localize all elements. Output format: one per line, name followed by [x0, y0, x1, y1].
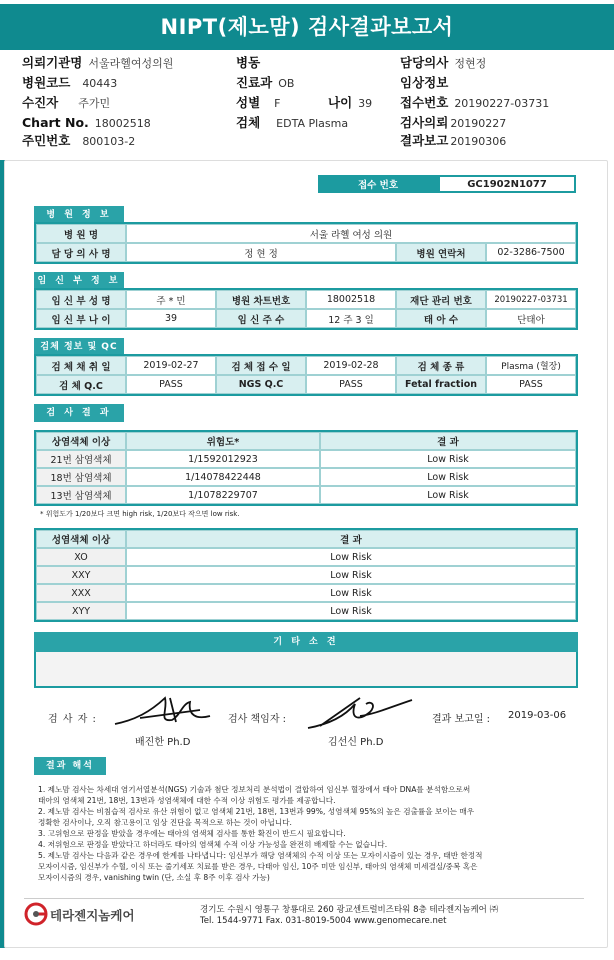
receipt-no-row: 접수번호 20190227-03731 — [400, 95, 550, 110]
company-contact: Tel. 1544-9771 Fax. 031-8019-5004 www.genomecare.net — [200, 916, 447, 926]
interpretation-line: 모자이시즘, 임신부가 수혈, 이식 또는 줄기세포 치료를 받은 경우, 다태아 임신, 10주 미만 임신부, 태아의 염색체 미세결실/중복 혹은 — [38, 862, 478, 871]
report-date-label: 결과 보고일 : — [432, 714, 491, 725]
table-row-label: XXY — [36, 566, 126, 584]
table-row-label: 21번 삼염색체 — [36, 450, 126, 468]
chief-label: 검사 책임자 : — [228, 714, 287, 725]
resident-no-row: 주민번호 800103-2 — [22, 133, 136, 148]
contact-value: 02-3286-7500 — [486, 243, 576, 262]
qc-value: PASS — [126, 375, 216, 394]
chief-name: 김선신 Ph.D — [328, 737, 384, 748]
footer-divider — [24, 898, 584, 899]
clinical-row: 임상정보 — [400, 75, 449, 90]
section-specimen: 검체 정보 및 QC — [34, 338, 124, 356]
auto-header-result: 결 과 — [320, 432, 576, 450]
contact-label: 병원 연락처 — [396, 243, 486, 262]
institution-row: 의뢰기관명 서울라헬여성의원 — [22, 55, 174, 70]
table-row-label: XXX — [36, 584, 126, 602]
doctor-label: 담 당 의 사 명 — [36, 243, 126, 262]
weeks-value: 12 주 3 일 — [306, 309, 396, 328]
company-name: 테라젠지놈케어 — [50, 908, 135, 923]
risk-footnote: * 위험도가 1/20보다 크면 high risk, 1/20보다 작으면 low risk. — [40, 510, 240, 518]
interpretation-line: 1. 제노맘 검사는 차세대 염기서열분석(NGS) 기술과 첨단 정보처리 분석법이 결합하여 임신부 혈장에서 태아 DNA를 분석함으로써 — [38, 785, 471, 794]
risk-value: 1/1592012923 — [126, 450, 320, 468]
risk-value: 1/1078229707 — [126, 486, 320, 504]
auto-header-risk: 위험도* — [126, 432, 320, 450]
section-hospital: 병 원 정 보 — [34, 206, 124, 224]
sex-header-result: 결 과 — [126, 530, 576, 548]
company-logo-icon — [24, 902, 48, 926]
hospital-name: 서울 라헬 여성 의원 — [126, 224, 576, 243]
tester-signature — [110, 690, 220, 732]
collect-value: 2019-02-27 — [126, 356, 216, 375]
mgmt-value: 20190227-03731 — [486, 290, 576, 309]
receipt-label: 접수 번호 — [318, 175, 438, 193]
result-value: Low Risk — [126, 566, 576, 584]
qc-label: 검 체 Q.C — [36, 375, 126, 394]
table-row-label: 13번 삼염색체 — [36, 486, 126, 504]
recv-value: 2019-02-28 — [306, 356, 396, 375]
recv-label: 검 체 접 수 일 — [216, 356, 306, 375]
pregnant-age-label: 임 신 부 나 이 — [36, 309, 126, 328]
result-value: Low Risk — [320, 450, 576, 468]
chief-signature — [300, 690, 420, 734]
type-label: 검 체 종 류 — [396, 356, 486, 375]
hospital-name-label: 병 원 명 — [36, 224, 126, 243]
ngs-label: NGS Q.C — [216, 375, 306, 394]
pregnant-age: 39 — [126, 309, 216, 328]
fetus-label: 태 아 수 — [396, 309, 486, 328]
interpretation-line: 3. 고위험으로 판정을 받았을 경우에는 태아의 염색체 검사를 통한 확진이 반드시 필요합니다. — [38, 829, 346, 838]
age-row: 나이 39 — [328, 95, 373, 110]
collect-label: 검 체 채 취 일 — [36, 356, 126, 375]
sex-row: 성별 F — [236, 95, 281, 110]
interpretation-line: 정확한 검사이나, 오직 참고용이고 임상 진단을 목적으로 하는 것이 아닙니다. — [38, 818, 292, 827]
interpretation-line: 모자이시즘의 경우, vanishing twin (단, 소실 후 8주 이후 검사 가능) — [38, 873, 270, 882]
report-date: 2019-03-06 — [508, 710, 567, 721]
table-row-label: XYY — [36, 602, 126, 620]
recipient-row: 수진자 주가민 — [22, 95, 111, 110]
ngs-value: PASS — [306, 375, 396, 394]
other-findings-title: 기 타 소 견 — [34, 632, 578, 652]
weeks-label: 임 신 주 수 — [216, 309, 306, 328]
ward-row: 병동 — [236, 55, 261, 70]
table-row-label: XO — [36, 548, 126, 566]
specimen-row: 검체 EDTA Plasma — [236, 115, 349, 130]
report-title: NIPT(제노맘) 검사결과보고서 — [0, 4, 614, 50]
section-interpretation: 결과 해석 — [34, 757, 106, 775]
interpretation-line: 5. 제노맘 검사는 다음과 같은 경우에 한계를 나타냅니다: 임신부가 해당 염색체의 수적 이상 또는 모자이시즘이 있는 경우, 태반 한정적 — [38, 851, 483, 860]
sex-header-name: 성염색체 이상 — [36, 530, 126, 548]
tester-name: 배진한 Ph.D — [135, 737, 191, 748]
report-row: 결과보고 20190306 — [400, 133, 507, 148]
pregnant-name-label: 임 신 부 성 명 — [36, 290, 126, 309]
result-value: Low Risk — [126, 584, 576, 602]
section-pregnant: 임 신 부 정 보 — [34, 272, 124, 290]
interpretation-line: 2. 제노맘 검사는 비침습적 검사로 유산 위험이 없고 염색체 21번, 18번, 13번과 99%, 성염색체 95%의 높은 검출률을 보이는 매우 — [38, 807, 475, 816]
auto-header-name: 상염색체 이상 — [36, 432, 126, 450]
ff-value: PASS — [486, 375, 576, 394]
chart-value: 18002518 — [306, 290, 396, 309]
interpretation-line: 4. 저위험으로 판정을 받았다고 하더라도 태아의 염색체 수적 이상 가능성을 완전히 배제할 수는 없습니다. — [38, 840, 388, 849]
receipt-value: GC1902N1077 — [438, 175, 576, 193]
result-value: Low Risk — [126, 602, 576, 620]
mgmt-label: 재단 관리 번호 — [396, 290, 486, 309]
pregnant-name: 주 * 민 — [126, 290, 216, 309]
result-value: Low Risk — [320, 468, 576, 486]
fetus-value: 단태아 — [486, 309, 576, 328]
section-results: 검 사 결 과 — [34, 404, 124, 422]
company-address: 경기도 수원시 영통구 창룡대로 260 광교센트럴비즈타워 8층 테라젠지놈케어 ㈜ — [200, 905, 499, 915]
hospital-code-row: 병원코드 40443 — [22, 75, 118, 90]
result-value: Low Risk — [320, 486, 576, 504]
doctor-name: 정 현 정 — [126, 243, 396, 262]
type-value: Plasma (혈장) — [486, 356, 576, 375]
dept-row: 진료과 OB — [236, 75, 295, 90]
ff-label: Fetal fraction — [396, 375, 486, 394]
tester-label: 검 사 자 : — [48, 714, 97, 725]
risk-value: 1/14078422448 — [126, 468, 320, 486]
chart-no-row: Chart No. 18002518 — [22, 115, 151, 130]
chart-label: 병원 차트번호 — [216, 290, 306, 309]
table-row-label: 18번 삼염색체 — [36, 468, 126, 486]
result-value: Low Risk — [126, 548, 576, 566]
interpretation-line: 태아의 염색체 21번, 18번, 13번과 성염색체에 대한 수적 이상 위험도 평가를 제공합니다. — [38, 796, 336, 805]
other-findings-content — [34, 652, 578, 688]
doctor-row: 담당의사 정현정 — [400, 55, 487, 70]
request-row: 검사의뢰 20190227 — [400, 115, 507, 130]
